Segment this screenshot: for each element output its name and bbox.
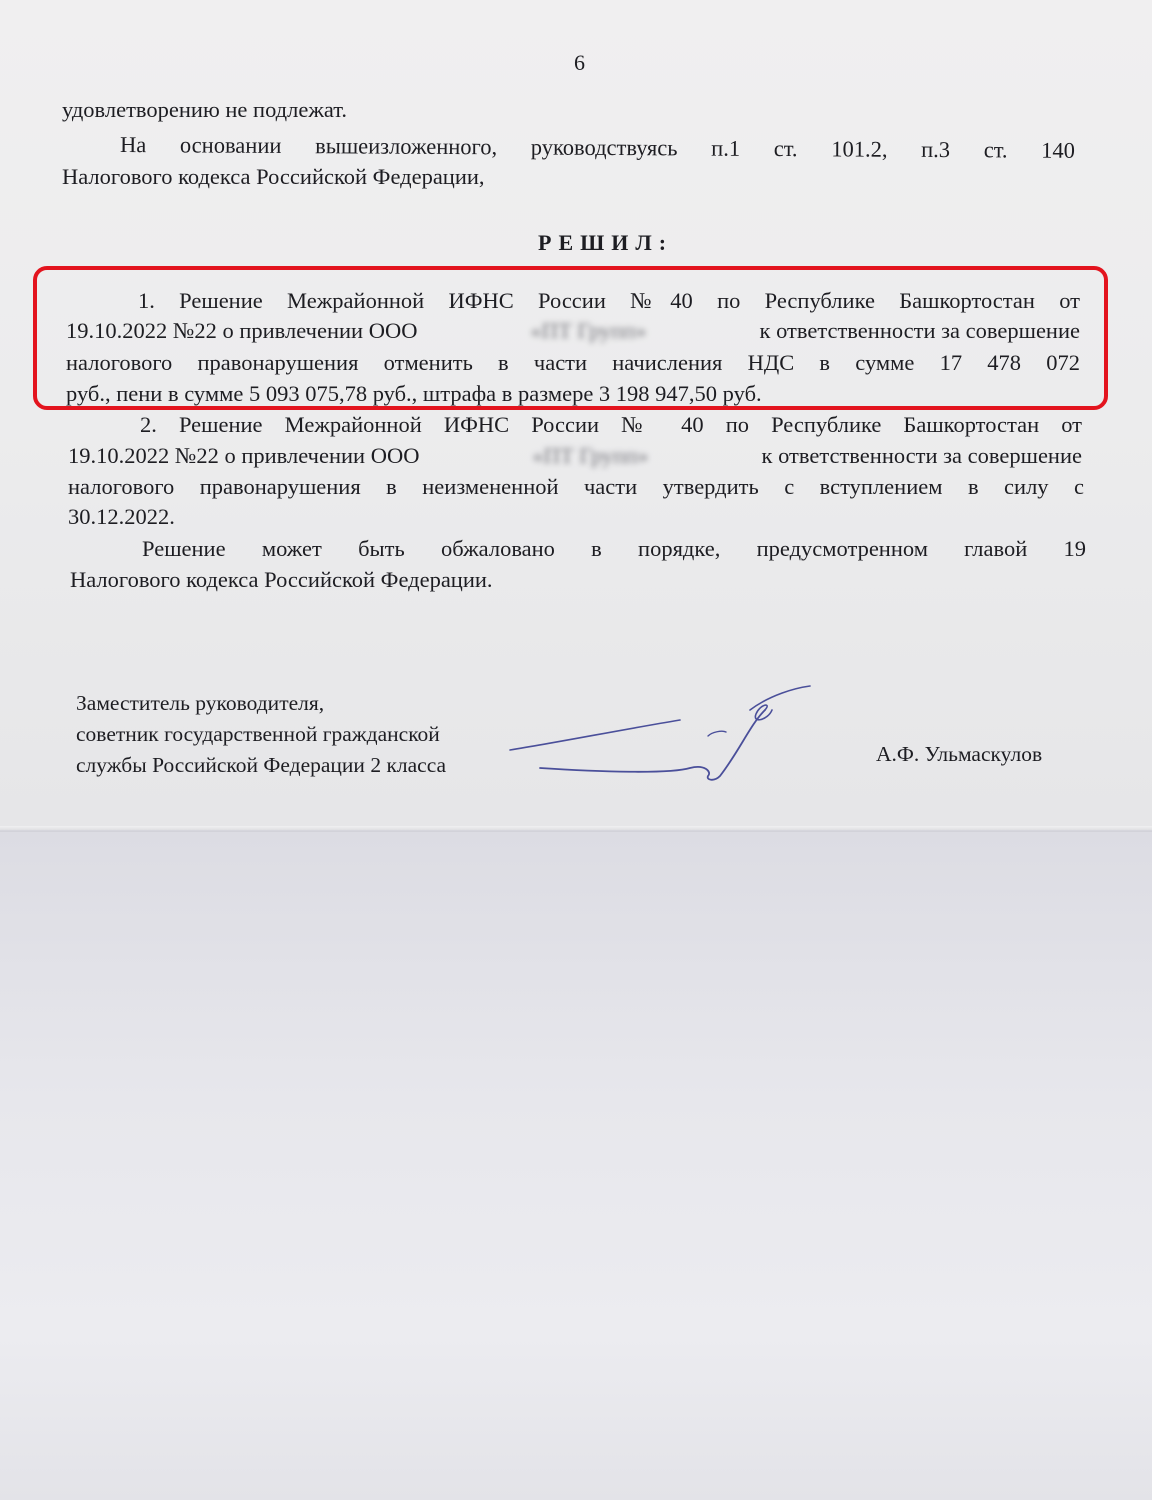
highlight-box [33,266,1108,410]
signatory-name: А.Ф. Ульмаскулов [876,742,1043,766]
appeal-line-2: Налогового кодекса Российской Федерации. [70,567,493,592]
signatory-title-line-1: Заместитель руководителя, [76,691,325,715]
page-number: 6 [574,50,585,75]
basis-line-2: Налогового кодекса Российской Федерации, [62,164,485,189]
decision-heading: РЕШИЛ: [538,230,674,255]
signatory-title-line-3: службы Российской Федерации 2 класса [76,753,447,777]
signatory-title-line-2: советник государственной гражданской [76,722,440,746]
item2-line-1: 2. Решение Межрайонной ИФНС России № 40 по Республике Башкортостан от [140,412,1082,437]
intro-line: удовлетворению не подлежат. [62,97,348,122]
basis-line-1: На основании вышеизложенного, руководствуясь п.1 ст. 101.2, п.3 ст. 140 [119,132,1076,163]
signatory-title [76,688,446,781]
folded-sheet-back [0,830,1152,1500]
redacted-company-name: «ПТ Групп» [532,443,649,468]
item2-line-2 [68,441,1082,471]
item1-line-3: налогового правонарушения отменить в части начисления НДС в сумме 17 478 072 [66,350,1080,375]
item2-line-3: налогового правонарушения в неизмененной части утвердить с вступлением в силу с [68,474,1084,499]
item1-line-1: 1. Решение Межрайонной ИФНС России №40 по Республике Башкортостан от [138,288,1080,313]
fold-line [0,826,1152,832]
item2-line-4: 30.12.2022. [68,504,175,529]
handwritten-signature [450,680,830,790]
item2-line-2-a: 19.10.2022 №22 о привлечении ООО [68,443,420,468]
appeal-line-1: Решение может быть обжаловано в порядке, предусмотренном главой 19 [142,536,1086,561]
item1-line-2-b: к ответственности за совершение [759,318,1080,343]
item2-line-2-b: к ответственности за совершение [761,443,1082,468]
item1-line-4: руб., пени в сумме 5 093 075,78 руб., штрафа в размере 3 198 947,50 руб. [66,381,762,406]
item1-line-2-a: 19.10.2022 №22 о привлечении ООО [66,318,418,343]
redacted-company-name: «ПТ Групп» [530,318,647,343]
